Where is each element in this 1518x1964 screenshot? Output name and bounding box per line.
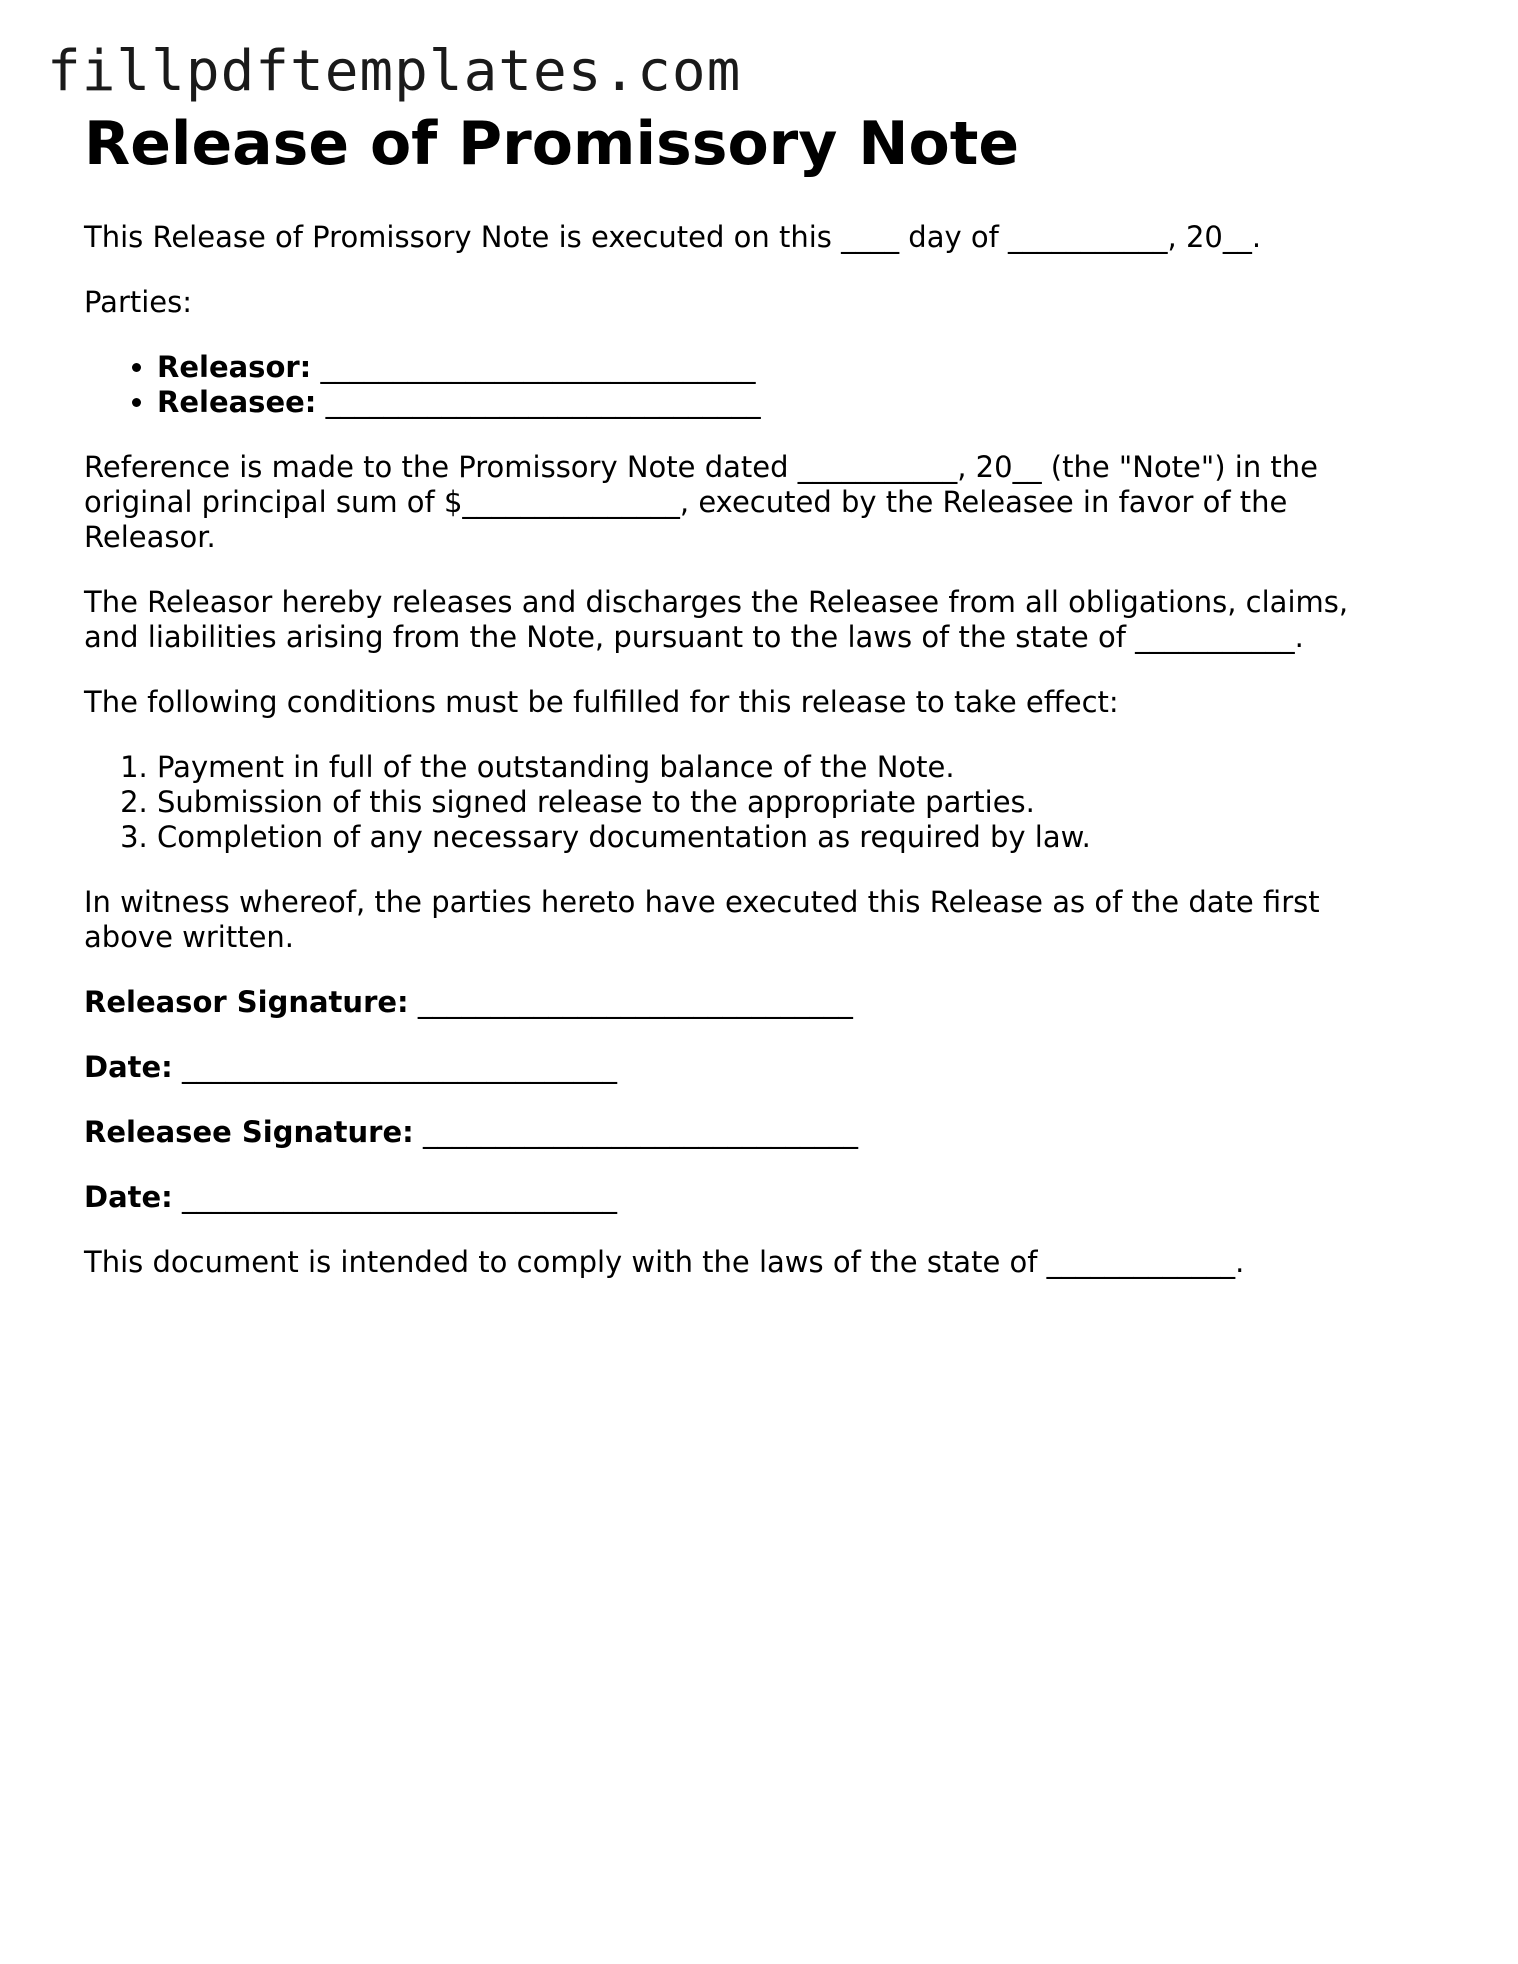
condition-item: 1. Payment in full of the outstanding balance of the Note. — [157, 750, 1404, 785]
party-releasor — [157, 350, 1404, 385]
party-blank: ______________________________ — [325, 385, 761, 419]
releasor-signature-line — [84, 985, 1404, 1020]
date-label: Date: — [84, 1050, 173, 1084]
intro-paragraph: This Release of Promissory Note is executed on this ____ day of ___________, 20__. — [84, 220, 1262, 254]
parties-list — [84, 350, 1404, 420]
condition-item: 3. Completion of any necessary documentation as required by law. — [157, 820, 1404, 855]
date-blank: ______________________________ — [182, 1050, 617, 1084]
releasee-date-line — [84, 1180, 1404, 1215]
compliance-paragraph: This document is intended to comply with the laws of the state of _____________. — [84, 1245, 1245, 1279]
conditions-list — [84, 750, 1404, 855]
signature-blank: ______________________________ — [422, 1115, 858, 1149]
signature-blank: ______________________________ — [417, 985, 853, 1019]
release-clause: The Releasor hereby releases and discharges the Releasee from all obligations, claims, and liabilities arising from the Note, pursuant to the laws of the state of ___________. — [84, 585, 1349, 654]
watermark-text: fillpdftemplates.com — [47, 39, 742, 104]
party-label: Releasee: — [157, 385, 317, 419]
signature-label: Releasor Signature: — [84, 985, 409, 1019]
condition-item: 2. Submission of this signed release to the appropriate parties. — [157, 785, 1404, 820]
releasor-date-line — [84, 1050, 1404, 1085]
document-title: Release of Promissory Note — [84, 109, 1020, 179]
date-label: Date: — [84, 1180, 173, 1214]
party-blank: ______________________________ — [320, 350, 756, 384]
party-releasee — [157, 385, 1404, 420]
releasee-signature-line — [84, 1115, 1404, 1150]
signature-label: Releasee Signature: — [84, 1115, 414, 1149]
party-label: Releasor: — [157, 350, 312, 384]
parties-heading: Parties: — [84, 285, 193, 319]
witness-paragraph: In witness whereof, the parties hereto have executed this Release as of the date first above written. — [84, 885, 1320, 954]
date-blank: ______________________________ — [182, 1180, 617, 1214]
conditions-heading: The following conditions must be fulfilled for this release to take effect: — [84, 685, 1119, 719]
reference-paragraph: Reference is made to the Promissory Note dated ___________, 20__ (the "Note") in the original principal sum of $_______________, executed by the Releasee in favor of the Releasor. — [84, 450, 1319, 554]
document-page — [84, 104, 1404, 1310]
